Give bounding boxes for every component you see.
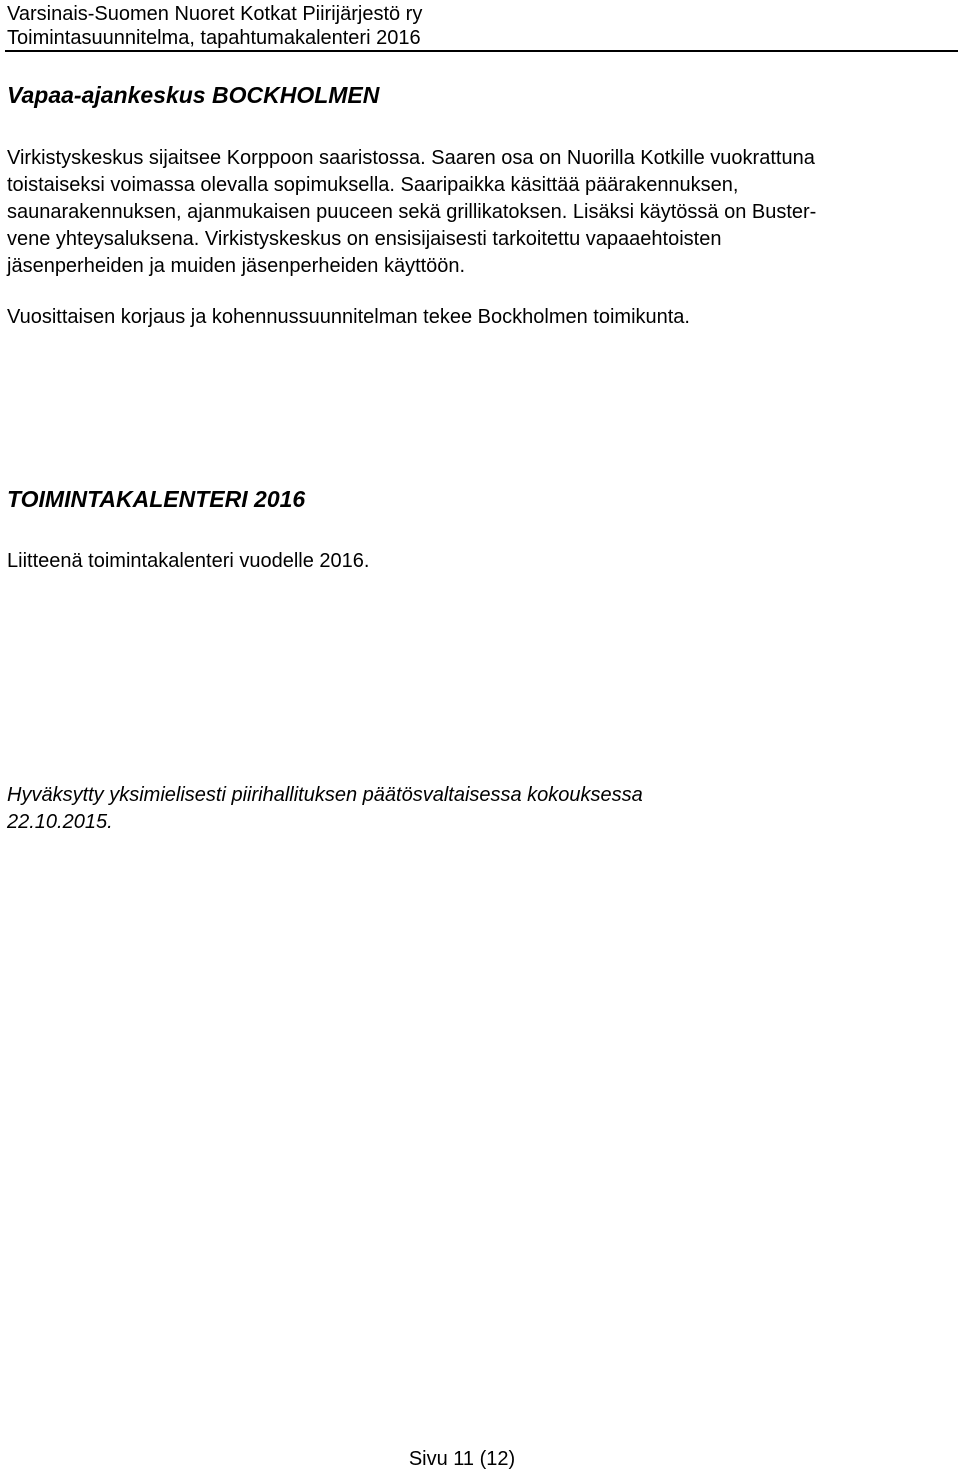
maintenance-note: Vuosittaisen korjaus ja kohennussuunnitelman tekee Bockholmen toimikunta.: [7, 306, 690, 328]
organization-name: Varsinais-Suomen Nuoret Kotkat Piirijärjestö ry: [7, 3, 423, 25]
approval-line: Hyväksytty yksimielisesti piirihallituksen päätösvaltaisessa kokouksessa: [7, 784, 643, 806]
approval-statement: [7, 782, 952, 836]
description-line: Virkistyskeskus sijaitsee Korppoon saaristossa. Saaren osa on Nuorilla Kotkille vuokrattuna: [7, 147, 815, 169]
header-divider: [5, 50, 958, 52]
approval-date: 22.10.2015.: [7, 811, 113, 833]
section-heading-bockholmen: Vapaa-ajankeskus BOCKHOLMEN: [7, 82, 380, 108]
calendar-attachment-note: Liitteenä toimintakalenteri vuodelle 2016.: [7, 550, 370, 572]
description-line: toistaiseksi voimassa olevalla sopimuksella. Saaripaikka käsittää päärakennuksen,: [7, 174, 739, 196]
bockholmen-description: [7, 145, 952, 280]
page-number: Sivu 11 (12): [408, 1448, 516, 1470]
section-heading-calendar: TOIMINTAKALENTERI 2016: [7, 486, 306, 512]
description-line: jäsenperheiden ja muiden jäsenperheiden käyttöön.: [7, 255, 466, 277]
description-line: vene yhteysaluksena. Virkistyskeskus on ensisijaisesti tarkoitettu vapaaehtoisten: [7, 228, 722, 250]
description-line: saunarakennuksen, ajanmukaisen puuceen sekä grillikatoksen. Lisäksi käytössä on Buster-: [7, 201, 817, 223]
page-header: [7, 2, 958, 50]
document-title: Toimintasuunnitelma, tapahtumakalenteri 2016: [7, 27, 421, 49]
